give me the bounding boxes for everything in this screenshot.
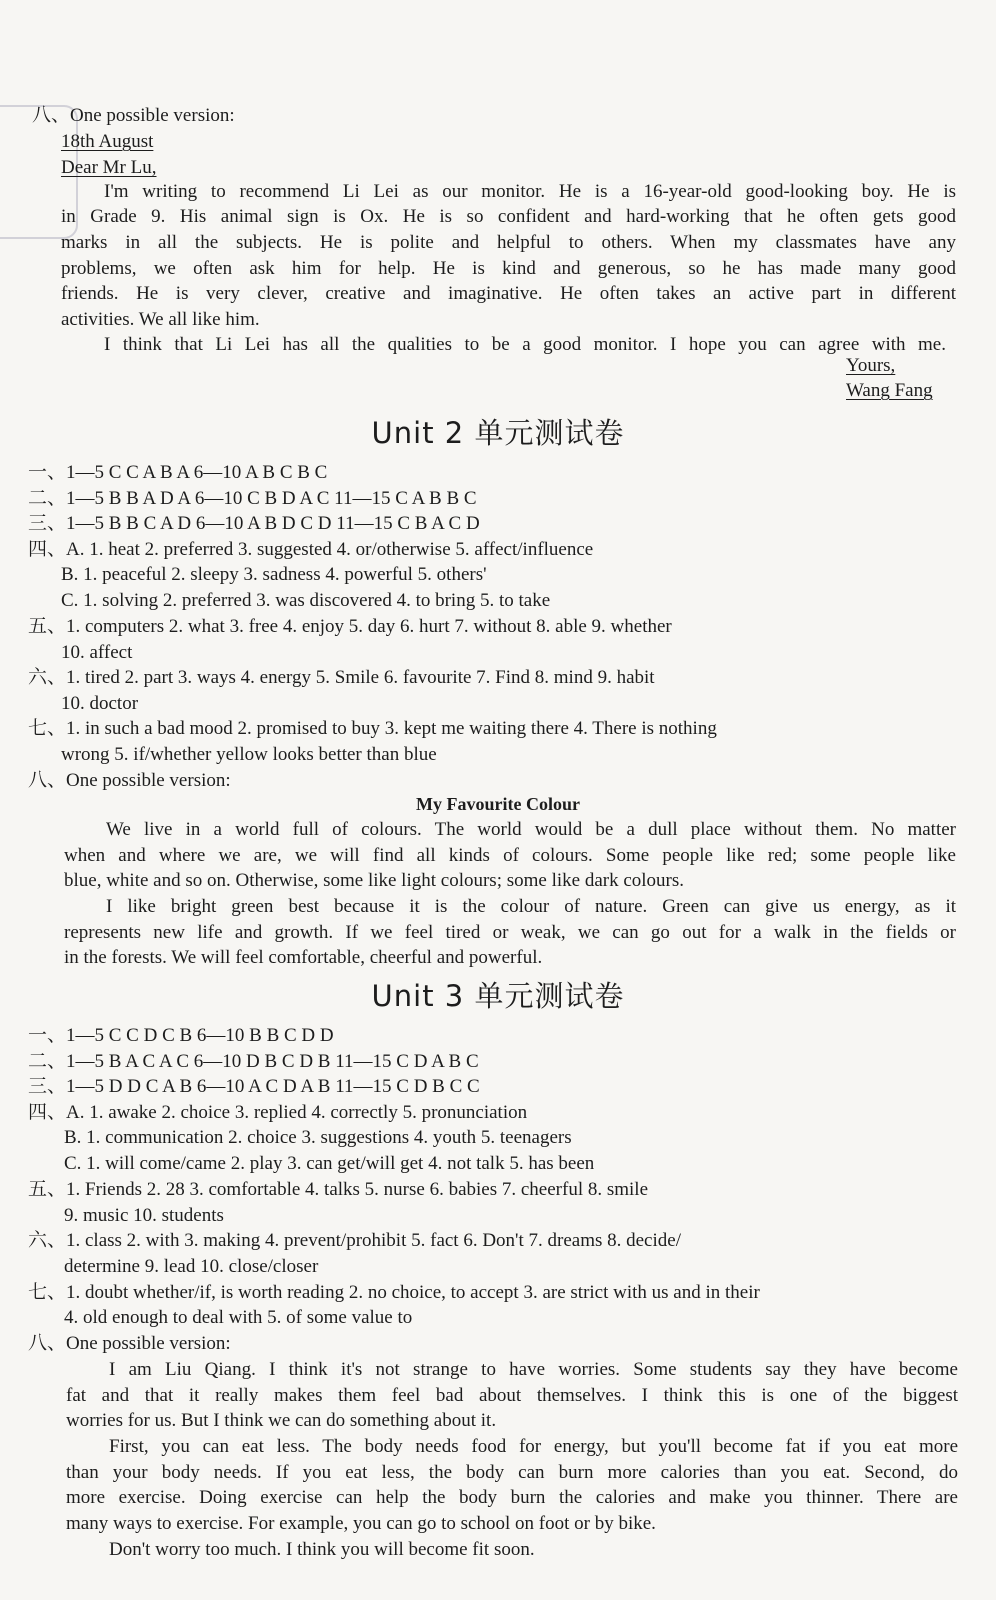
unit-3-title: Unit 3 单元测试卷 xyxy=(371,979,625,1013)
answer-line: 五、1. Friends 2. 28 3. comfortable 4. talks 5. nurse 6. babies 7. cheerful 8. smile xyxy=(28,1179,649,1200)
answer-line: 三、1—5 B B C A D 6—10 A B D C D 11—15 C B A C D xyxy=(28,513,480,534)
letter-closing: Yours, xyxy=(846,355,896,376)
answer-line: 四、A. 1. awake 2. choice 3. replied 4. correctly 5. pronunciation xyxy=(28,1102,528,1123)
letter-line: activities. We all like him. xyxy=(61,309,260,330)
essay-line: many ways to exercise. For example, you can go to school on foot or by bike. xyxy=(66,1513,656,1534)
answer-line: 六、1. tired 2. part 3. ways 4. energy 5. Smile 6. favourite 7. Find 8. mind 9. habit xyxy=(28,667,655,688)
essay-line: I like bright green best because it is the colour of nature. Green can give us energy, as it xyxy=(106,896,956,917)
answer-line: 一、1—5 C C A B A 6—10 A B C B C xyxy=(28,462,328,483)
answer-line: 二、1—5 B B A D A 6—10 C B D A C 11—15 C A B B C xyxy=(28,488,477,509)
letter-line: I think that Li Lei has all the qualities to be a good monitor. I hope you can agree with me. xyxy=(104,334,946,355)
answer-line: 10. affect xyxy=(61,642,133,663)
essay-line: blue, white and so on. Otherwise, some like light colours; some like dark colours. xyxy=(64,870,685,891)
letter-line: marks in all the subjects. He is polite and helpful to others. When my classmates have any xyxy=(61,232,956,253)
section-label: 八、One possible version: xyxy=(32,105,235,126)
answer-line: determine 9. lead 10. close/closer xyxy=(64,1256,319,1277)
letter-line: in Grade 9. His animal sign is Ox. He is so confident and hard-working that he often gets good xyxy=(61,206,956,227)
letter-line: I'm writing to recommend Li Lei as our monitor. He is a 16-year-old good-looking boy. He is xyxy=(104,181,956,202)
answer-line: B. 1. communication 2. choice 3. suggestions 4. youth 5. teenagers xyxy=(64,1127,572,1148)
essay-line: worries for us. But I think we can do something about it. xyxy=(66,1410,497,1431)
essay-title: My Favourite Colour xyxy=(416,794,580,814)
letter-date: 18th August xyxy=(61,131,154,152)
essay-line: than your body needs. If you eat less, the body can burn more calories than you eat. Second, do xyxy=(66,1462,958,1483)
answer-line: 一、1—5 C C D C B 6—10 B B C D D xyxy=(28,1025,334,1046)
answer-line: C. 1. will come/came 2. play 3. can get/will get 4. not talk 5. has been xyxy=(64,1153,595,1174)
essay-line: more exercise. Doing exercise can help the body burn the calories and make you thinner. There are xyxy=(66,1487,958,1508)
answer-line: 八、One possible version: xyxy=(28,1333,231,1354)
letter-salutation: Dear Mr Lu, xyxy=(61,157,157,178)
answer-line: 六、1. class 2. with 3. making 4. prevent/prohibit 5. fact 6. Don't 7. dreams 8. decide/ xyxy=(28,1230,681,1251)
letter-line: friends. He is very clever, creative and imaginative. He often takes an active part in different xyxy=(61,283,956,304)
answer-line: 八、One possible version: xyxy=(28,770,231,791)
letter-line: problems, we often ask him for help. He is kind and generous, so he has made many good xyxy=(61,258,956,279)
answer-line: 4. old enough to deal with 5. of some value to xyxy=(64,1307,413,1328)
answer-line: wrong 5. if/whether yellow looks better than blue xyxy=(61,744,437,765)
essay-line: fat and that it really makes them feel bad about themselves. I think this is one of the biggest xyxy=(66,1385,958,1406)
answer-line: 9. music 10. students xyxy=(64,1205,224,1226)
essay-line: in the forests. We will feel comfortable, cheerful and powerful. xyxy=(64,947,543,968)
answer-line: C. 1. solving 2. preferred 3. was discovered 4. to bring 5. to take xyxy=(61,590,551,611)
answer-line: 10. doctor xyxy=(61,693,139,714)
essay-line: when and where we are, we will find all kinds of colours. Some people like red; some people like xyxy=(64,845,956,866)
essay-line: Don't worry too much. I think you will become fit soon. xyxy=(109,1539,535,1560)
answer-line: 四、A. 1. heat 2. preferred 3. suggested 4. or/otherwise 5. affect/influence xyxy=(28,539,594,560)
essay-line: I am Liu Qiang. I think it's not strange to have worries. Some students say they have become xyxy=(109,1359,958,1380)
answer-line: 二、1—5 B A C A C 6—10 D B C D B 11—15 C D A B C xyxy=(28,1051,479,1072)
unit-2-title: Unit 2 单元测试卷 xyxy=(371,416,625,450)
essay-line: We live in a world full of colours. The world would be a dull place without them. No matter xyxy=(106,819,956,840)
essay-line: represents new life and growth. If we feel tired or weak, we can go out for a walk in the fields or xyxy=(64,922,956,943)
answer-line: 五、1. computers 2. what 3. free 4. enjoy 5. day 6. hurt 7. without 8. able 9. whether xyxy=(28,616,672,637)
answer-line: B. 1. peaceful 2. sleepy 3. sadness 4. powerful 5. others' xyxy=(61,564,487,585)
answer-line: 七、1. in such a bad mood 2. promised to buy 3. kept me waiting there 4. There is nothing xyxy=(28,718,717,739)
answer-line: 三、1—5 D D C A B 6—10 A C D A B 11—15 C D B C C xyxy=(28,1076,480,1097)
letter-signature: Wang Fang xyxy=(846,380,933,401)
answer-line: 七、1. doubt whether/if, is worth reading 2. no choice, to accept 3. are strict with us and in their xyxy=(28,1282,760,1303)
essay-line: First, you can eat less. The body needs food for energy, but you'll become fat if you eat more xyxy=(109,1436,958,1457)
